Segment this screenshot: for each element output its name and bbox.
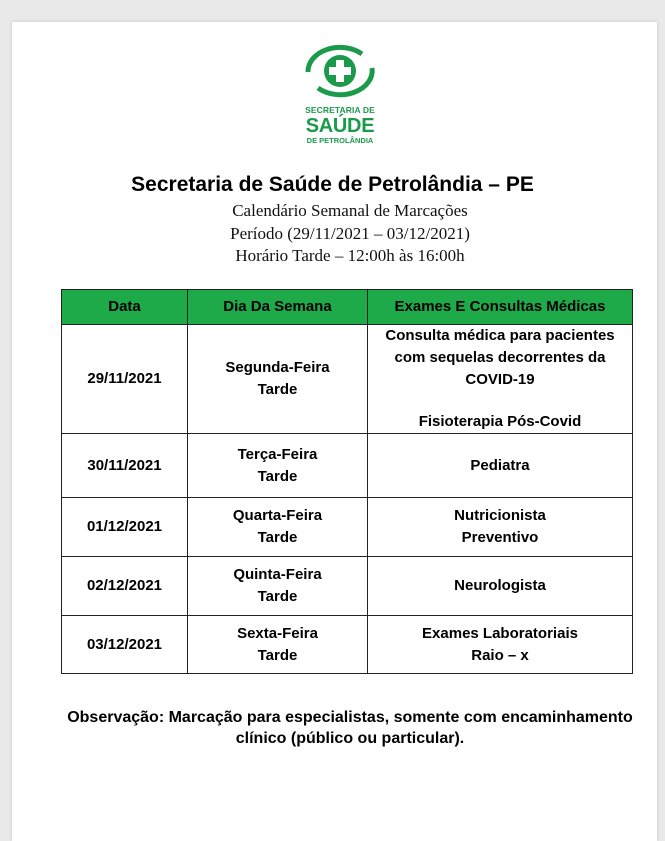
cell-date: 30/11/2021 [62, 434, 188, 498]
health-department-logo [290, 42, 390, 146]
service-item: Pediatra [470, 456, 530, 474]
weekday-period: Tarde [257, 529, 298, 546]
service-item: Exames Laboratoriais [422, 624, 578, 642]
cell-services [368, 616, 633, 674]
medical-cross-icon [300, 42, 380, 102]
weekday-period: Tarde [257, 588, 298, 605]
observation-note: Observação: Marcação para especialistas, somente com encaminhamento clínico (público ou particular). [67, 709, 633, 747]
logo-text-line1: SECRETARIA DE [305, 105, 375, 115]
service-item: Raio – x [471, 646, 529, 664]
weekday-name: Segunda-Feira [225, 359, 330, 376]
weekday-name: Terça-Feira [237, 445, 318, 463]
schedule-table [61, 289, 633, 674]
weekday-period: Tarde [257, 467, 298, 485]
cell-weekday [188, 557, 368, 616]
document-title: Secretaria de Saúde de Petrolândia – PE [131, 173, 534, 196]
service-item: Neurologista [454, 577, 546, 594]
schedule-hours: Horário Tarde – 12:00h às 16:00h [235, 246, 465, 265]
logo-text-line3: DE PETROLÂNDIA [306, 136, 374, 145]
schedule-period: Período (29/11/2021 – 03/12/2021) [230, 224, 470, 243]
table-row [62, 434, 633, 498]
cell-date: 01/12/2021 [62, 498, 188, 557]
table-row [62, 325, 633, 434]
cell-services [368, 434, 633, 498]
cell-date: 03/12/2021 [62, 616, 188, 674]
table-row [62, 557, 633, 616]
cell-date: 29/11/2021 [62, 325, 188, 434]
service-item: Consulta médica para pacientes com sequelas decorrentes da COVID-19 [385, 327, 615, 388]
weekday-period: Tarde [257, 381, 298, 398]
column-header-weekday: Dia Da Semana [188, 290, 368, 325]
weekday-name: Quinta-Feira [233, 566, 322, 583]
cell-services [368, 498, 633, 557]
service-item: Nutricionista [454, 507, 546, 524]
cell-date: 02/12/2021 [62, 557, 188, 616]
document-subtitle: Calendário Semanal de Marcações [232, 201, 468, 220]
cell-weekday [188, 434, 368, 498]
cell-weekday [188, 325, 368, 434]
cell-weekday [188, 616, 368, 674]
weekday-name: Sexta-Feira [237, 624, 318, 642]
service-item: Preventivo [461, 529, 539, 546]
service-item: Fisioterapia Pós-Covid [418, 413, 582, 430]
cell-services [368, 557, 633, 616]
cell-weekday [188, 498, 368, 557]
table-row [62, 498, 633, 557]
cell-services [368, 325, 633, 434]
table-row [62, 616, 633, 674]
logo-text-line2: SAÚDE [305, 115, 375, 137]
column-header-date: Data [62, 290, 188, 325]
service-spacer [372, 391, 628, 411]
weekday-period: Tarde [257, 646, 298, 664]
column-header-services: Exames E Consultas Médicas [368, 290, 633, 325]
table-header-row [62, 290, 633, 325]
weekday-name: Quarta-Feira [232, 507, 323, 524]
